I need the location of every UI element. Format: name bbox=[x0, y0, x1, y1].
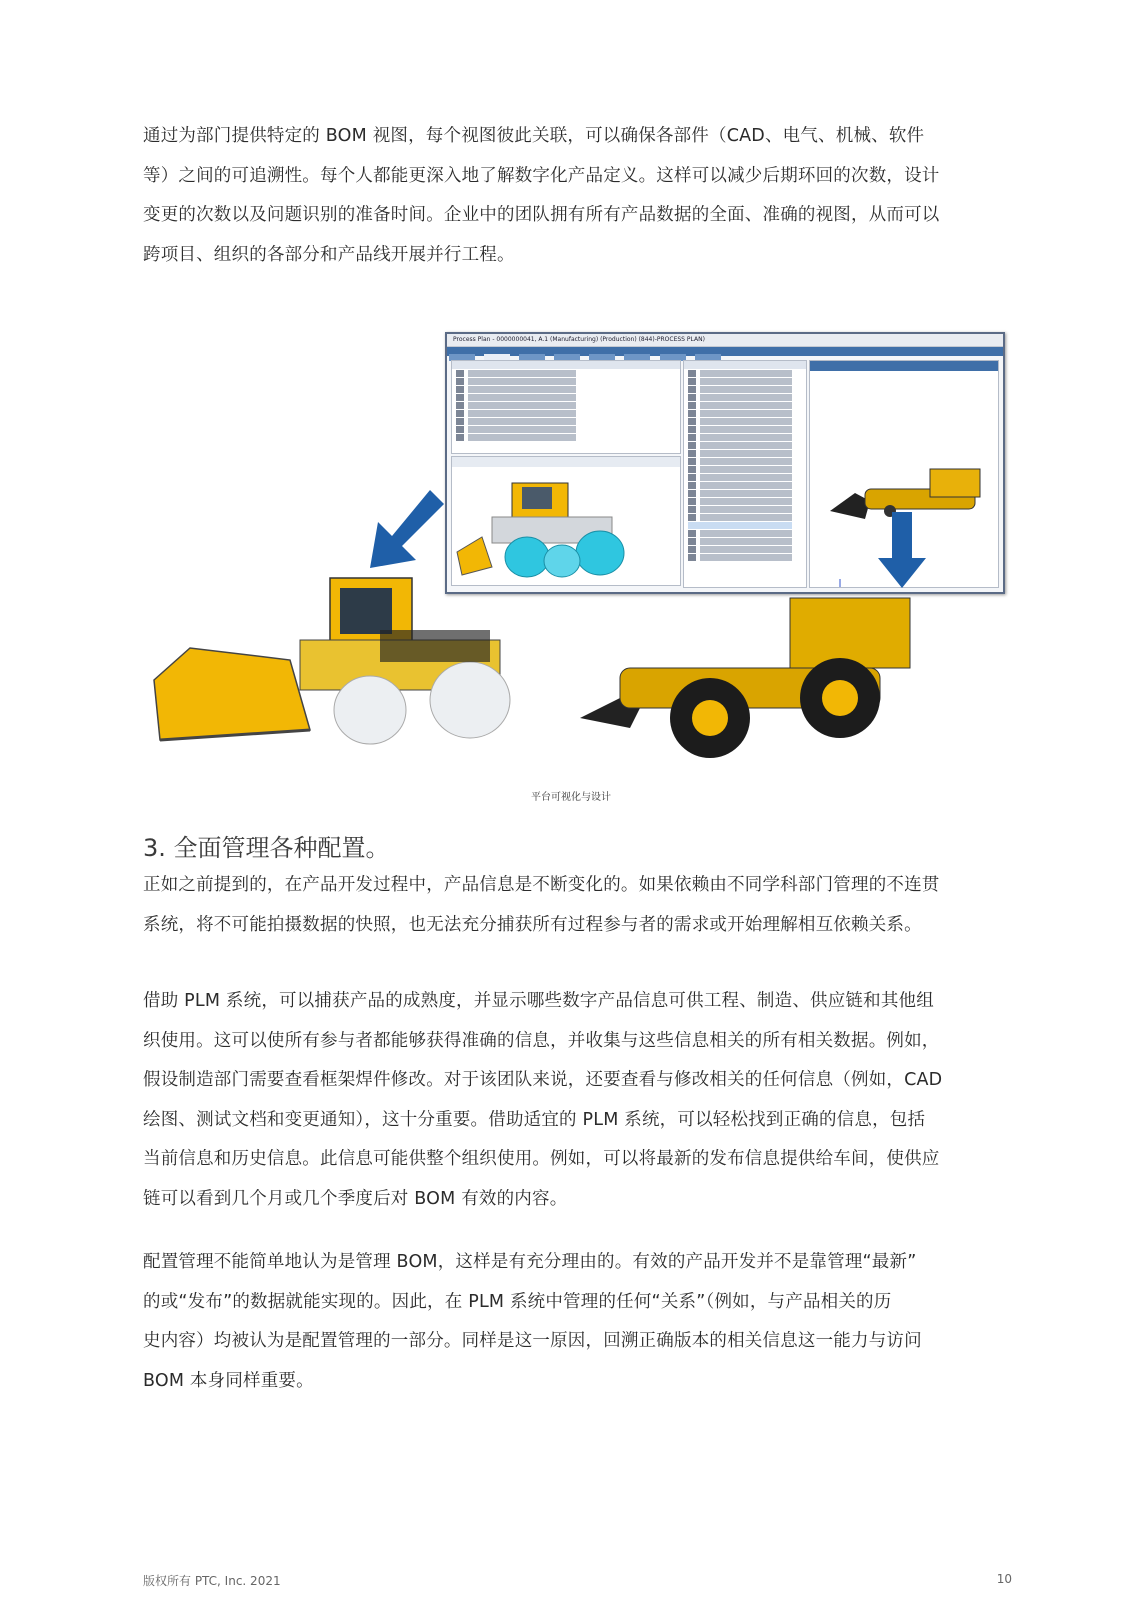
section-heading: 3. 全面管理各种配置。 bbox=[143, 834, 390, 862]
wheel-loader-model-icon bbox=[140, 570, 530, 750]
text-line: 借助 PLM 系统，可以捕获产品的成熟度，并显示哪些数字产品信息可供工程、制造、供应链和其他组 bbox=[143, 991, 934, 1011]
text-line: 正如之前提到的，在产品开发过程中，产品信息是不断变化的。如果依赖由不同学科部门管理的不连贯 bbox=[143, 875, 940, 895]
down-arrow-icon bbox=[878, 512, 926, 592]
left-arrow-icon bbox=[368, 490, 448, 570]
text-line: 配置管理不能简单地认为是管理 BOM，这样是有充分理由的。有效的产品开发并不是靠管理“最新” bbox=[143, 1252, 917, 1272]
text-line: 的或“发布”的数据就能实现的。因此，在 PLM 系统中管理的任何“关系”（例如，与产品相关的历 bbox=[143, 1291, 892, 1312]
text-line: 链可以看到几个月或几个季度后对 BOM 有效的内容。 bbox=[143, 1188, 568, 1209]
intro-paragraph bbox=[143, 117, 1013, 275]
text-line: 当前信息和历史信息。此信息可能供整个组织使用。例如，可以将最新的发布信息提供给车间，使供应 bbox=[143, 1149, 940, 1170]
design-bom-tree-pane bbox=[451, 360, 681, 454]
text-line: 假设制造部门需要查看框架焊件修改。对于该团队来说，还要查看与修改相关的任何信息（例如，CAD bbox=[143, 1070, 943, 1091]
figure-caption: 平台可视化与设计 bbox=[531, 792, 611, 803]
design-3d-viewer-pane bbox=[451, 456, 681, 586]
app-window-title: Process Plan - 0000000041, A.1 (Manufacturing) (Production) (844)-PROCESS PLAN) bbox=[447, 334, 1003, 347]
text-line: 等）之间的可追溯性。每个人都能更深入地了解数字化产品定义。这样可以减少后期环回的次数，设计 bbox=[143, 165, 940, 186]
text-line: BOM 本身同样重要。 bbox=[143, 1370, 314, 1391]
text-line: 系统，将不可能拍摄数据的快照，也无法充分捕获所有过程参与者的需求或开始理解相互依赖关系。 bbox=[143, 914, 922, 935]
platform-visualization-figure bbox=[140, 320, 1020, 790]
body-paragraph bbox=[143, 866, 1013, 945]
body-paragraph bbox=[143, 1243, 1013, 1401]
manufacturing-bom-tree-pane bbox=[683, 360, 807, 588]
app-tab-strip bbox=[447, 347, 1003, 356]
chassis-assembly-model-icon bbox=[580, 588, 920, 758]
text-line: 绘图、测试文档和变更通知），这十分重要。借助适宜的 PLM 系统，可以轻松找到正确的信息，包括 bbox=[143, 1109, 926, 1130]
body-paragraph bbox=[143, 982, 1013, 1220]
page-number: 10 bbox=[996, 1572, 1012, 1586]
text-line: 变更的次数以及问题识别的准备时间。企业中的团队拥有所有产品数据的全面、准确的视图，从而可以 bbox=[143, 205, 940, 226]
text-line: 织使用。这可以使所有参与者都能够获得准确的信息，并收集与这些信息相关的所有相关数据。例如， bbox=[143, 1030, 940, 1051]
text-line: 跨项目、组织的各部分和产品线开展并行工程。 bbox=[143, 244, 515, 265]
footer-copyright: 版权所有 PTC, Inc. 2021 bbox=[143, 1574, 281, 1588]
text-line: 史内容）均被认为是配置管理的一部分。同样是这一原因，回溯正确版本的相关信息这一能力与访问 bbox=[143, 1331, 922, 1352]
text-line: 通过为部门提供特定的 BOM 视图，每个视图彼此关联，可以确保各部件（CAD、电气、机械、软件 bbox=[143, 126, 925, 146]
loader-model-cyan-icon bbox=[452, 457, 680, 585]
